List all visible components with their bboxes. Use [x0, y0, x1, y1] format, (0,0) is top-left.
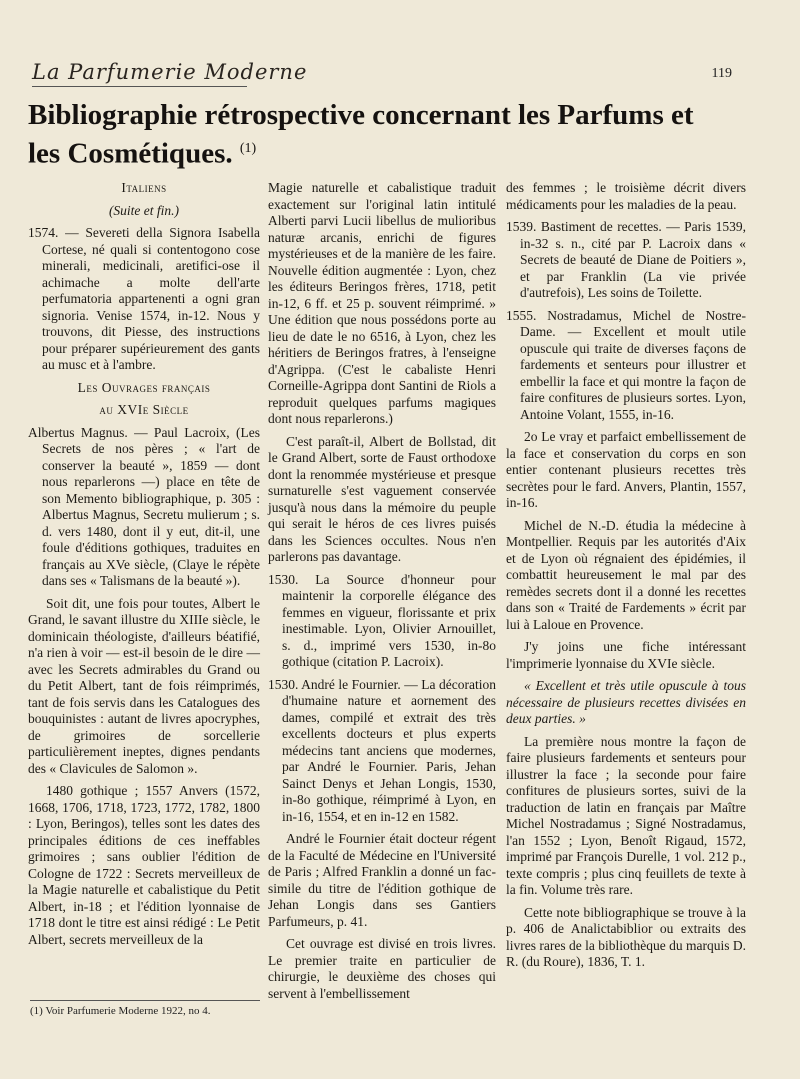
page-number: 119 [711, 66, 732, 81]
quote-opuscule: « Excellent et très utile opuscule à tous nécessaire de plusieurs recettes divisées en deux parties. » [506, 678, 746, 726]
title-text: Bibliographie rétrospective concernant les Parfums et les Cosmétiques. [28, 99, 694, 170]
footnote: (1) Voir Parfumerie Moderne 1922, no 4. [30, 1000, 260, 1017]
paragraph-premiere: La première nous montre la façon de faire plusieurs fardements et senteurs pour illustrer la face ; la seconde pour faire confitures de plusieurs sortes, suivi de la traduction de latin en français par Maître Michel Nostradamus ; Signé Nostradamus, l'an 1552 ; Lyon, Benoît Rigaud, 1572, imprimé par François Durelle, 1 vol. 212 p., texte compris ; plus cinq feuillets de texte à la fin. Volume très rare. [506, 733, 746, 897]
entry-1555: 1555. Nostradamus, Michel de Nostre-Dame. — Excellent et moult utile opuscule qui traite de diverses façons de fardements et senteurs pour illustrer et embellir la face et qui montre la façon de faire confitures de plusieurs sortes. Lyon, Antoine Volant, 1555, in-16. [506, 307, 746, 422]
entry-albertus: Albertus Magnus. — Paul Lacroix, (Les Secrets de nos pères ; « l'art de conserver la beauté », 1859 — dont nous reparlerons —) place en tête de son Memento bibliographique, p. 305 : Albertus Magnus, Secretu mulierum ; s. d. vers 1480, dont il y eut, dit-il, une foule d'éditions gothiques, traduites en français au XVe siècle, (Claye le répète dans ses « Talismans de la beauté »). [28, 424, 260, 588]
paragraph-editions: 1480 gothique ; 1557 Anvers (1572, 1668, 1706, 1718, 1723, 1772, 1782, 1800 : Lyon, Beringos), telles sont les dates des principales éditions de ces ineffables grimoires ; sans oublier l'édition de Cologne de 1722 : Secrets merveilleux de la Magie naturelle et cabalistique du Petit Albert, in-18 ; et l'édition lyonnaise de 1718 dont le titre est ainsi rédigé : Le Petit Albert, secrets merveilleux de la [28, 783, 260, 947]
section-subheading-century: au XVIe Siècle [99, 402, 189, 417]
entry-1530-fournier: 1530. André le Fournier. — La décoration d'humaine nature et aornement des dames, compilé et extrait des très excellents docteurs et plus experts médecins tant anciens que modernes, par André le Fournier. Paris, Jehan Sainct Denys et Jehan Longis, 1530, in-8o gothique, réimprimé à Lyon, en in-16, 1554, et en in-12 en 1582. [268, 676, 496, 824]
paragraph-bollstad: C'est paraît-il, Albert de Bollstad, dit le Grand Albert, sorte de Faust orthodoxe dont la renommée mystérieuse et presque surnaturelle s'est vaguement conservée jusqu'à nous dans la mémoire du peuple qui serait le héros de ces livres puisés dans les Sciences occultes. Nous n'en parlerons pas davantage. [268, 433, 496, 564]
section-heading-ouvrages: Les Ouvrages français [77, 379, 211, 395]
paragraph-continuation-3: des femmes ; le troisième décrit divers médicaments pour les maladies de la peau. [506, 180, 746, 212]
paragraph-ouvrage: Cet ouvrage est divisé en trois livres. Le premier traite en particulier de chirurgie, le deuxième des choses qui servent à l'embellissement [268, 936, 496, 1001]
paragraph-continuation: Magie naturelle et cabalistique traduit exactement sur l'original latin intitulé Alberti parvi Lucii libellus de mulioribus naturæ arcanis, enrichi de figures mystérieuses et de la manière de les faire. Nouvelle édition augmentée : Lyon, chez les éditeurs Beringos frères, 1718, petit in-12, 6 ff. et 25 p. souvent réimprimé. » Une édition que nous possédons porte au lieu de date le no 6516, à Lyon, chez les héritiers de Beringos fratres, à l'enseigne d'Agrippa. (C'est le cabaliste Henri Corneille-Agrippa dont Santini de Riols a reproduit quelques parfums magiques dont nous reparlerons.) [268, 180, 496, 426]
header-rule [32, 86, 247, 87]
column-2 [268, 180, 496, 1008]
article-title [28, 98, 728, 171]
entry-1539: 1539. Bastiment de recettes. — Paris 1539, in-32 s. n., cité par P. Lacroix dans « Secrets de beauté de Diane de Poitiers », et par Franklin (La vie privée d'autrefois), Les soins de Toilette. [506, 219, 746, 300]
section-heading-italiens: Italiens [121, 180, 167, 195]
paragraph-note: Cette note bibliographique se trouve à la p. 406 de Analictabiblior ou extraits des livres rares de la bibliothèque du marquis D. R. (du Roure), 1836, T. 1. [506, 904, 746, 969]
section-subheading: (Suite et fin.) [108, 202, 180, 218]
entry-1574: 1574. — Severeti della Signora Isabella Cortese, né quali si contentogono cose minerali, medicinali, aretifici-ose il achimache a molte dell'arte perfumatoria appartenenti a ogni gran signoria. Venise 1574, in-12. Nous y trouvons, dit Piesse, des instructions pour préparer supérieurement des gants au musc et à l'ambre. [28, 225, 260, 372]
column-1 [28, 180, 260, 954]
paragraph-fiche: J'y joins une fiche intéressant l'imprimerie lyonnaise du XVIe siècle. [506, 639, 746, 671]
paragraph-albert: Soit dit, une fois pour toutes, Albert le Grand, le savant illustre du XIIIe siècle, le dominicain théologiste, d'ailleurs béatifié, n'a rien à voir — est-il besoin de le dire — avec les Secrets admirables du Grand ou du Petit Albert, tant de fois réimprimés, tant de fois servis dans les Catalogues des bouquinistes : autant de livres apocryphes, de grimoires de sorcellerie particulièrement ineptes, dignes pendants des « Clavicules de Salomon ». [28, 595, 260, 776]
column-3 [506, 180, 746, 977]
paragraph-fournier: André le Fournier était docteur régent de la Faculté de Médecine en l'Université de Paris ; Alfred Franklin a donné un fac-simile du titre de l'édition gothique de Jehan Longis dans ses Gantiers Parfumeurs, p. 41. [268, 831, 496, 929]
paragraph-michel: Michel de N.-D. étudia la médecine à Montpellier. Requis par les autorités d'Aix et de Lyon où régnaient des épidémies, il combattit heureusement le mal par des remèdes secrets dont il a donné les recettes dans son « Traité de Fardements » écrit par lui à Laloue en Provence. [506, 517, 746, 632]
masthead-logo: La Parfumerie Moderne [32, 60, 308, 84]
page-header [32, 60, 772, 92]
title-note-ref: (1) [239, 141, 257, 156]
paragraph-vray: 2o Le vray et parfaict embellissement de la face et conservation du corps en son entier contenant plusieurs recettes très secrètes pour le fard. Anvers, Plantin, 1557, in-16. [506, 429, 746, 510]
entry-1530-source: 1530. La Source d'honneur pour maintenir la corporelle élégance des femmes en vigueur, florissante et prix inestimable. Lyon, Olivier Arnouillet, s. d., imprimé vers 1530, in-8o gothique (citation P. Lacroix). [268, 571, 496, 669]
